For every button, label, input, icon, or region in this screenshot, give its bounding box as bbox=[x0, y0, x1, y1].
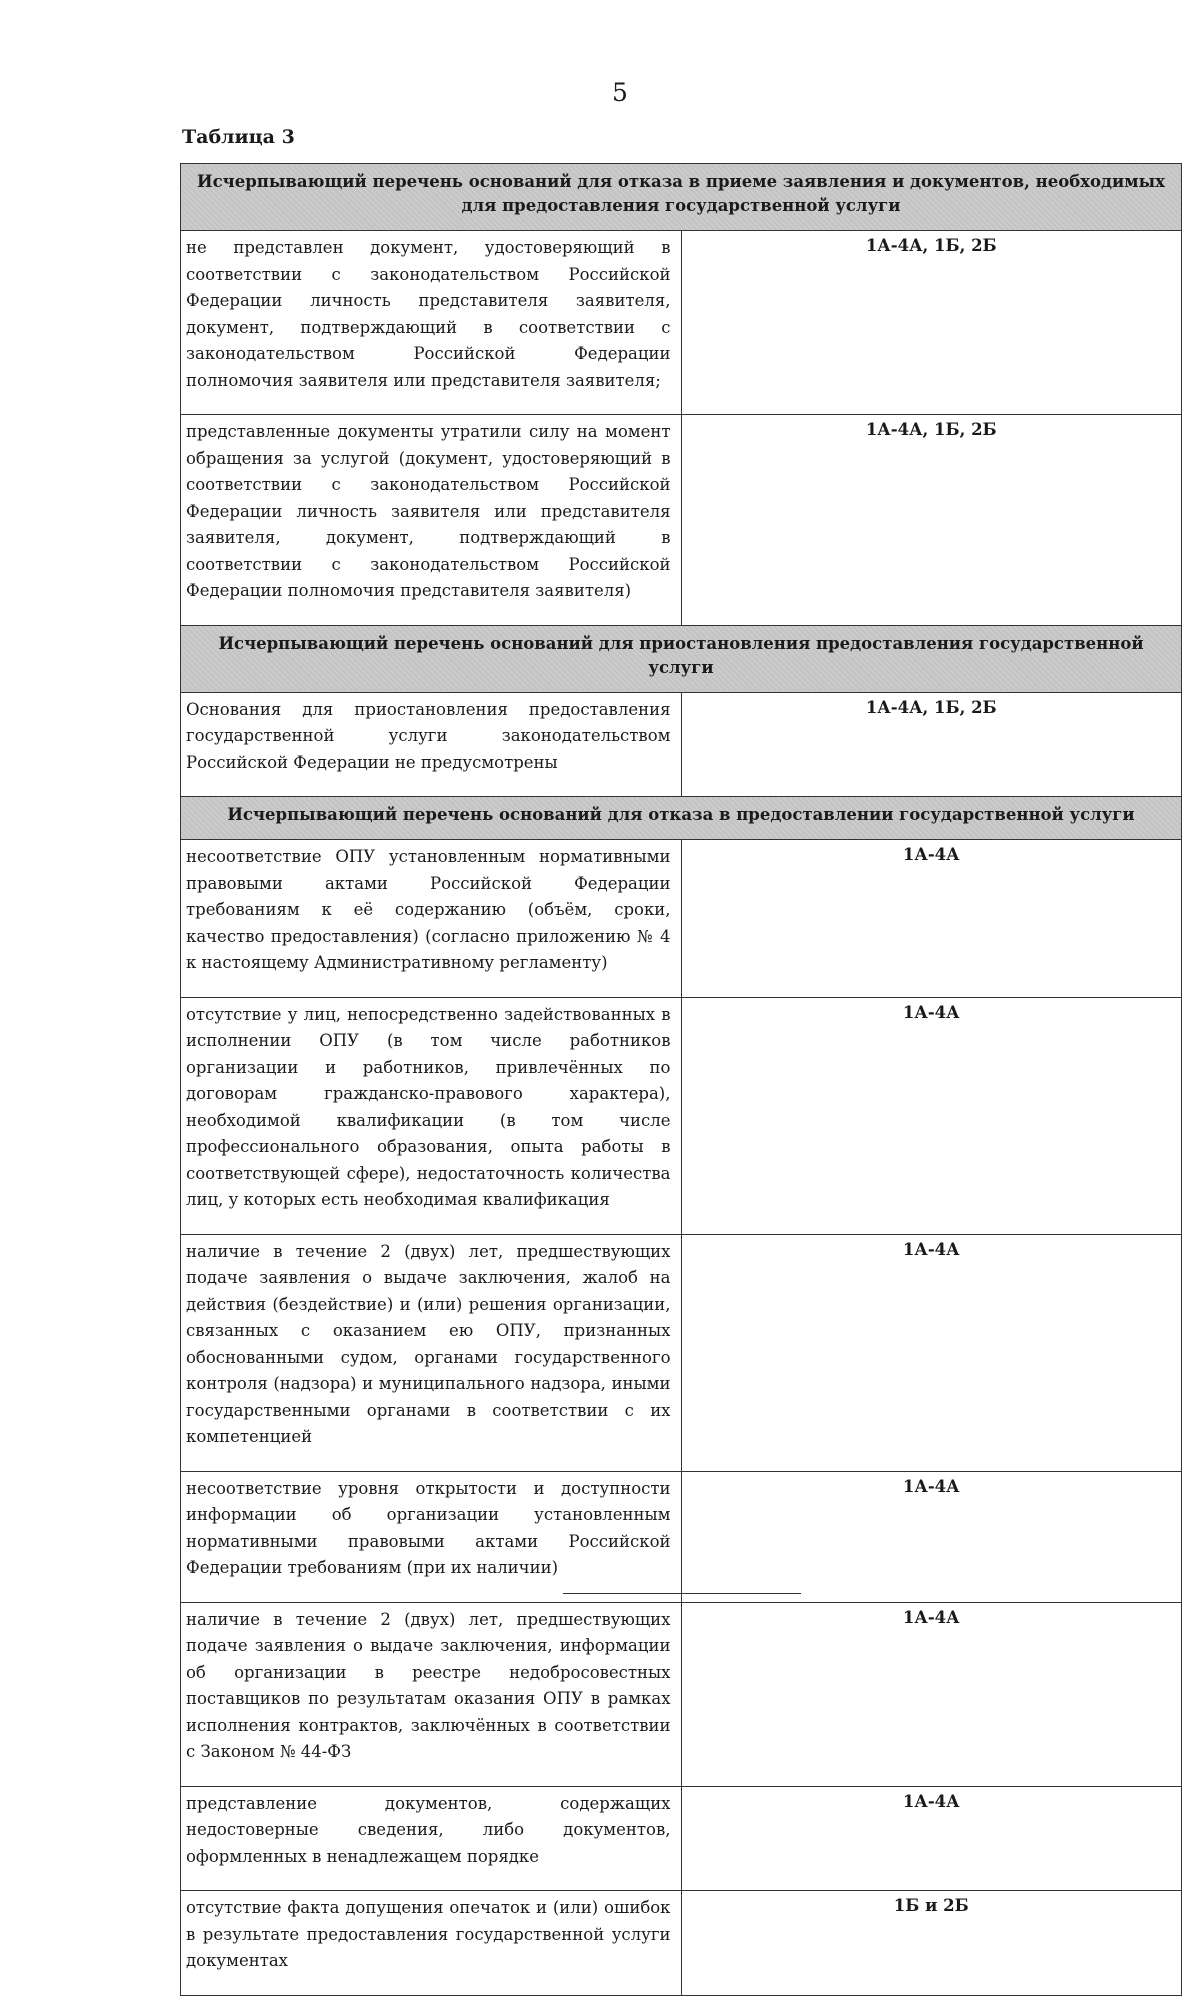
row-description: не представлен документ, удостоверяющий в соответствии с законодательством Российской Федерации личность представителя заявителя, документ, подтверждающий в соответствии с законодательством Российской Федерации полномочия заявителя или представителя заявителя; bbox=[181, 231, 682, 415]
row-description: наличие в течение 2 (двух) лет, предшествующих подаче заявления о выдаче заключения, жалоб на действия (бездействие) и (или) решения организации, связанных с оказанием ею ОПУ, признанных обоснованными судом, органами государственного контроля (надзора) и муниципального надзора, иными государственными органами в соответствии с их компетенцией bbox=[181, 1234, 682, 1471]
table-row bbox=[181, 840, 1182, 998]
row-code: 1А-4А, 1Б, 2Б bbox=[681, 692, 1182, 797]
row-description: Основания для приостановления предоставления государственной услуги законодательством Российской Федерации не предусмотрены bbox=[181, 692, 682, 797]
row-code: 1А-4А, 1Б, 2Б bbox=[681, 231, 1182, 415]
table-row bbox=[181, 1891, 1182, 1996]
row-description: представление документов, содержащих недостоверные сведения, либо документов, оформленных в ненадлежащем порядке bbox=[181, 1786, 682, 1891]
section-heading: Исчерпывающий перечень оснований для отказа в предоставлении государственной услуги bbox=[181, 797, 1182, 840]
end-separator bbox=[563, 1593, 801, 1594]
section-heading: Исчерпывающий перечень оснований для отказа в приеме заявления и документов, необходимых для предоставления государственной услуги bbox=[181, 164, 1182, 231]
table-row bbox=[181, 1786, 1182, 1891]
table-row bbox=[181, 692, 1182, 797]
table-row bbox=[181, 1234, 1182, 1471]
row-description: представленные документы утратили силу на момент обращения за услугой (документ, удостоверяющий в соответствии с законодательством Российской Федерации личность заявителя или представителя заявителя, документ, подтверждающий в соответствии с законодательством Российской Федерации полномочия представителя заявителя) bbox=[181, 415, 682, 626]
table-row bbox=[181, 1471, 1182, 1602]
row-description: отсутствие факта допущения опечаток и (или) ошибок в результате предоставления государственной услуги документах bbox=[181, 1891, 682, 1996]
row-code: 1А-4А bbox=[681, 1471, 1182, 1602]
table-row bbox=[181, 415, 1182, 626]
table-caption: Таблица 3 bbox=[182, 126, 295, 148]
section-header bbox=[181, 164, 1182, 231]
row-code: 1А-4А bbox=[681, 1602, 1182, 1786]
row-code: 1А-4А bbox=[681, 997, 1182, 1234]
row-code: 1Б и 2Б bbox=[681, 1891, 1182, 1996]
page-number: 5 bbox=[612, 78, 628, 107]
section-header bbox=[181, 625, 1182, 692]
section-header bbox=[181, 797, 1182, 840]
row-description: несоответствие ОПУ установленным нормативными правовыми актами Российской Федерации требованиям к её содержанию (объём, сроки, качество предоставления) (согласно приложению № 4 к настоящему Административному регламенту) bbox=[181, 840, 682, 998]
row-description: несоответствие уровня открытости и доступности информации об организации установленным нормативными правовыми актами Российской Федерации требованиям (при их наличии) bbox=[181, 1471, 682, 1602]
row-code: 1А-4А bbox=[681, 1786, 1182, 1891]
table-row bbox=[181, 997, 1182, 1234]
table-row bbox=[181, 231, 1182, 415]
row-code: 1А-4А bbox=[681, 840, 1182, 998]
row-code: 1А-4А bbox=[681, 1234, 1182, 1471]
section-heading: Исчерпывающий перечень оснований для приостановления предоставления государственной услуги bbox=[181, 625, 1182, 692]
row-description: наличие в течение 2 (двух) лет, предшествующих подаче заявления о выдаче заключения, информации об организации в реестре недобросовестных поставщиков по результатам оказания ОПУ в рамках исполнения контрактов, заключённых в соответствии с Законом № 44-ФЗ bbox=[181, 1602, 682, 1786]
row-code: 1А-4А, 1Б, 2Б bbox=[681, 415, 1182, 626]
table-row bbox=[181, 1602, 1182, 1786]
row-description: отсутствие у лиц, непосредственно задействованных в исполнении ОПУ (в том числе работников организации и работников, привлечённых по договорам гражданско-правового характера), необходимой квалификации (в том числе профессионального образования, опыта работы в соответствующей сфере), недостаточность количества лиц, у которых есть необходимая квалификация bbox=[181, 997, 682, 1234]
grounds-table bbox=[180, 163, 1182, 1996]
